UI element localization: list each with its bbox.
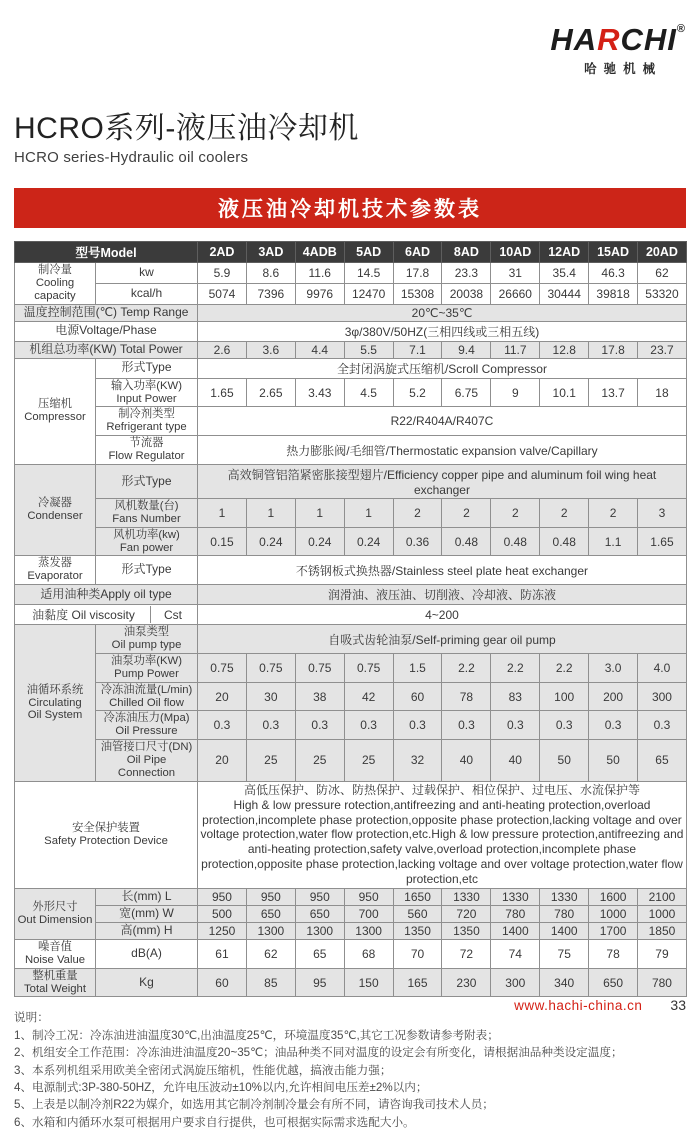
- value-cell: 0.3: [638, 711, 687, 740]
- row-sublabel-line: 节流器: [129, 437, 164, 450]
- safety-text-line: High & low pressure rotection,antifreezing and anti-heating protection,overload protection,incomplete phase protection,opposite phase protection,lacking voltage and over voltage protection,water flow protection,etc.High & low pressure protection,antifreezing and anti-heating protection,safety valve,overload protection,incomplete phase protection,opposite phase protection,lacking voltage and over voltage protection,water flow protection,etc: [200, 797, 684, 886]
- span-value-cell: 自吸式齿轮油泵/Self-priming gear oil pump: [198, 625, 687, 654]
- row-sublabel: [96, 378, 198, 407]
- value-cell: 1350: [393, 922, 442, 939]
- value-cell: 1250: [198, 922, 247, 939]
- value-cell: 20: [198, 682, 247, 711]
- row-sublabel-line: Kg: [139, 974, 154, 989]
- value-cell: 500: [198, 905, 247, 922]
- value-cell: 100: [540, 682, 589, 711]
- value-cell: 150: [344, 968, 393, 997]
- value-cell: 23.3: [442, 263, 491, 284]
- value-cell: 950: [344, 888, 393, 905]
- row-label-wide: [15, 321, 198, 341]
- row-sublabel-line: 宽(mm) W: [119, 906, 174, 921]
- value-cell: 74: [491, 939, 540, 968]
- value-cell: 650: [295, 905, 344, 922]
- value-cell: 60: [198, 968, 247, 997]
- header-bar: [14, 0, 686, 86]
- row-sublabel: [96, 740, 198, 782]
- row-sublabel: [96, 358, 198, 378]
- row-sublabel-line: Chilled Oil flow: [109, 696, 184, 709]
- model-header-cell: 20AD: [638, 242, 687, 263]
- value-cell: 300: [491, 968, 540, 997]
- value-cell: 7.1: [393, 341, 442, 358]
- row-sublabel: [96, 682, 198, 711]
- value-cell: 1: [295, 498, 344, 527]
- row-sublabel-line: 长(mm) L: [121, 889, 172, 904]
- model-header-cell: 12AD: [540, 242, 589, 263]
- brand-logo-subtext: 哈驰机械: [584, 62, 663, 76]
- value-cell: 25: [295, 740, 344, 782]
- row-sublabel-line: Oil Pressure: [115, 725, 178, 738]
- value-cell: 2: [491, 498, 540, 527]
- value-cell: 2: [589, 498, 638, 527]
- value-cell: 78: [589, 939, 638, 968]
- value-cell: 70: [393, 939, 442, 968]
- note-item-1: 1、制冷工况：冷冻油进油温度30℃,出油温度25℃，环境温度35℃,其它工况参数请参考附表；: [14, 1028, 499, 1042]
- value-cell: 30444: [540, 283, 589, 304]
- value-cell: 950: [295, 888, 344, 905]
- value-cell: 1600: [589, 888, 638, 905]
- value-cell: 40: [442, 740, 491, 782]
- value-cell: 0.75: [198, 653, 247, 682]
- value-cell: 5.2: [393, 378, 442, 407]
- value-cell: 50: [589, 740, 638, 782]
- row-sublabel: [96, 711, 198, 740]
- safety-text-line: 高低压保护、防冰、防热保护、过载保护、相位保护、过电压、水流保护等: [243, 782, 640, 797]
- value-cell: 18: [638, 378, 687, 407]
- model-header-label: 型号Model: [15, 242, 198, 263]
- value-cell: 5074: [198, 283, 247, 304]
- value-cell: 72: [442, 939, 491, 968]
- span-value-cell: 3φ/380V/50HZ(三相四线或三相五线): [198, 321, 687, 341]
- page-footer: [514, 997, 686, 1013]
- row-sublabel-line: Pump Power: [114, 667, 179, 680]
- row-label-wide: [15, 585, 198, 605]
- value-cell: 62: [246, 939, 295, 968]
- value-cell: 0.75: [246, 653, 295, 682]
- value-cell: 0.24: [344, 527, 393, 556]
- value-cell: 20038: [442, 283, 491, 304]
- row-group-label: [15, 939, 96, 968]
- value-cell: 650: [589, 968, 638, 997]
- note-item-2: 2、机组安全工作范围：冷冻油进油温度20~35℃；油品种类不同对温度的设定会有所变化，请根据油品种类设定温度；: [14, 1046, 623, 1060]
- value-cell: 0.15: [198, 527, 247, 556]
- value-cell: 85: [246, 968, 295, 997]
- value-cell: 23.7: [638, 341, 687, 358]
- logo-part1: HA: [550, 22, 598, 57]
- value-cell: 780: [638, 968, 687, 997]
- value-cell: 65: [638, 740, 687, 782]
- row-sublabel: [96, 653, 198, 682]
- row-sublabel-line: 油泵功率(KW): [111, 654, 182, 667]
- value-cell: 2: [540, 498, 589, 527]
- value-cell: 95: [295, 968, 344, 997]
- value-cell: 0.3: [442, 711, 491, 740]
- page-title-cn: HCRO系列-液压油冷却机: [14, 112, 359, 145]
- row-sublabel-line: 油管接口尺寸(DN): [100, 741, 193, 754]
- brand-logo-text: [550, 24, 686, 55]
- row-sublabel-line: kcal/h: [130, 285, 163, 300]
- value-cell: 1.65: [198, 378, 247, 407]
- registered-mark-icon: ®: [676, 23, 686, 35]
- row-sublabel-line: 冷冻油压力(Mpa): [103, 712, 190, 725]
- value-cell: 5.9: [198, 263, 247, 284]
- row-sublabel-line: 形式Type: [121, 562, 172, 577]
- value-cell: 1.5: [393, 653, 442, 682]
- row-sublabel-line: Input Power: [116, 392, 177, 405]
- value-cell: 1650: [393, 888, 442, 905]
- value-cell: 1330: [540, 888, 589, 905]
- value-cell: 60: [393, 682, 442, 711]
- row-group-label-line: 压缩机: [38, 398, 72, 411]
- note-item-5: 5、上表是以制冷剂R22为媒介，如选用其它制冷剂制冷量会有所不同，请咨询我司技术人员；: [14, 1098, 494, 1112]
- brand-logo: [550, 24, 686, 86]
- value-cell: 230: [442, 968, 491, 997]
- span-value-cell: 20℃~35℃: [198, 304, 687, 321]
- value-cell: 17.8: [393, 263, 442, 284]
- row-sublabel: [96, 527, 198, 556]
- row-group-label-line: 蒸发器: [38, 557, 72, 570]
- value-cell: 2: [393, 498, 442, 527]
- value-cell: 0.24: [246, 527, 295, 556]
- row-label-wide-line: Safety Protection Device: [44, 834, 168, 847]
- value-cell: 1: [246, 498, 295, 527]
- value-cell: 4.4: [295, 341, 344, 358]
- row-label-wide-line: 安全保护装置: [72, 821, 140, 834]
- row-sublabel: [96, 968, 198, 997]
- span-value-cell: 润滑油、液压油、切削液、冷却液、防冻液: [198, 585, 687, 605]
- row-sublabel-line: 风机功率(kw): [113, 528, 180, 541]
- value-cell: 3.6: [246, 341, 295, 358]
- value-cell: 0.24: [295, 527, 344, 556]
- value-cell: 1400: [491, 922, 540, 939]
- value-cell: 8.6: [246, 263, 295, 284]
- row-sublabel: [96, 407, 198, 436]
- value-cell: 15308: [393, 283, 442, 304]
- value-cell: 0.3: [295, 711, 344, 740]
- value-cell: 5.5: [344, 341, 393, 358]
- row-group-label-line: Evaporator: [27, 570, 83, 583]
- note-item-6: 6、水箱和内循环水泵可根据用户要求自行提供，也可根据实际需求选配大小。: [14, 1115, 415, 1129]
- row-sublabel: [96, 464, 198, 498]
- row-group-label-line: Total Weight: [24, 982, 86, 995]
- value-cell: 950: [198, 888, 247, 905]
- value-cell: 2.2: [442, 653, 491, 682]
- model-header-cell: 4ADB: [295, 242, 344, 263]
- value-cell: 2.6: [198, 341, 247, 358]
- row-label-split: [15, 605, 198, 625]
- value-cell: 0.75: [295, 653, 344, 682]
- span-value-cell: 高效铜管铝箔紧密胀接型翅片/Efficiency copper pipe and aluminum foil wing heat exchanger: [198, 464, 687, 498]
- span-value-cell: 不锈钢板式换热器/Stainless steel plate heat exchanger: [198, 556, 687, 585]
- row-label-split-wrap: [17, 606, 195, 623]
- model-header-cell: 3AD: [246, 242, 295, 263]
- row-sublabel-line: 风机数量(台): [114, 499, 179, 512]
- row-sublabel-line: Oil pump type: [111, 639, 182, 651]
- model-header-cell: 6AD: [393, 242, 442, 263]
- row-group-label: [15, 888, 96, 939]
- row-group-label-line: 噪音值: [38, 940, 72, 953]
- row-group-label-line: Out Dimension: [17, 913, 93, 926]
- value-cell: 0.3: [491, 711, 540, 740]
- value-cell: 6.75: [442, 378, 491, 407]
- row-sublabel-line: Fan power: [119, 541, 174, 554]
- value-cell: 9: [491, 378, 540, 407]
- value-cell: 20: [198, 740, 247, 782]
- value-cell: 7396: [246, 283, 295, 304]
- row-group-label-line: Noise Value: [24, 953, 86, 966]
- value-cell: 1000: [589, 905, 638, 922]
- row-sublabel-line: Fans Number: [112, 512, 181, 525]
- row-sublabel-line: Flow Regulator: [108, 450, 185, 462]
- value-cell: 53320: [638, 283, 687, 304]
- website-url: www.hachi-china.cn: [514, 998, 643, 1013]
- row-label-wide-line: 电源Voltage/Phase: [55, 323, 157, 338]
- value-cell: 1350: [442, 922, 491, 939]
- value-cell: 2: [442, 498, 491, 527]
- value-cell: 42: [344, 682, 393, 711]
- row-group-label-line: Compressor: [24, 411, 86, 424]
- row-sublabel: [96, 283, 198, 304]
- value-cell: 75: [540, 939, 589, 968]
- value-cell: 0.3: [344, 711, 393, 740]
- value-cell: 700: [344, 905, 393, 922]
- row-label-wide: [15, 781, 198, 888]
- notes-title: 说明：: [14, 1011, 49, 1025]
- row-sublabel-line: 冷冻油流量(L/min): [100, 683, 193, 696]
- row-label-wide-line: 温度控制范围(℃) Temp Range: [23, 304, 189, 319]
- row-group-label: [15, 625, 96, 782]
- row-group-label: [15, 968, 96, 997]
- value-cell: 62: [638, 263, 687, 284]
- row-group-label-line: 外形尺寸: [32, 901, 78, 913]
- row-sublabel-line: 制冷剂类型: [118, 408, 175, 421]
- value-cell: 14.5: [344, 263, 393, 284]
- value-cell: 26660: [491, 283, 540, 304]
- value-cell: 9976: [295, 283, 344, 304]
- row-group-label-line: Condenser: [27, 510, 83, 523]
- value-cell: 0.3: [246, 711, 295, 740]
- row-group-label-line: 油循环系统: [26, 683, 84, 696]
- value-cell: 560: [393, 905, 442, 922]
- value-cell: 83: [491, 682, 540, 711]
- value-cell: 0.48: [491, 527, 540, 556]
- logo-part2: R: [597, 22, 621, 57]
- value-cell: 3.0: [589, 653, 638, 682]
- value-cell: 46.3: [589, 263, 638, 284]
- row-label-wide: [15, 304, 198, 321]
- value-cell: 340: [540, 968, 589, 997]
- value-cell: 200: [589, 682, 638, 711]
- value-cell: 1850: [638, 922, 687, 939]
- value-cell: 32: [393, 740, 442, 782]
- row-group-label-line: 制冷量: [38, 264, 72, 276]
- value-cell: 1330: [491, 888, 540, 905]
- page-number: 33: [670, 997, 686, 1013]
- value-cell: 0.48: [442, 527, 491, 556]
- value-cell: 40: [491, 740, 540, 782]
- value-cell: 31: [491, 263, 540, 284]
- value-cell: 1: [344, 498, 393, 527]
- row-group-label: [15, 263, 96, 305]
- row-sublabel: [96, 625, 198, 654]
- value-cell: 38: [295, 682, 344, 711]
- safety-text: [198, 781, 687, 888]
- spec-table: [14, 241, 687, 997]
- page-title-en: HCRO series-Hydraulic oil coolers: [14, 149, 249, 166]
- span-value-cell: 热力膨胀阀/毛细管/Thermostatic expansion valve/Capillary: [198, 436, 687, 465]
- value-cell: 650: [246, 905, 295, 922]
- note-item-3: 3、本系列机组采用欧美全密闭式涡旋压缩机，性能优越，搞液击能力强；: [14, 1063, 392, 1077]
- value-cell: 11.6: [295, 263, 344, 284]
- row-group-label-line: Cooling capacity: [34, 276, 76, 302]
- row-sublabel: [96, 939, 198, 968]
- row-sublabel-line: Refrigerant type: [106, 421, 187, 434]
- span-value-cell: 4~200: [198, 605, 687, 625]
- row-sublabel: [96, 905, 198, 922]
- value-cell: 2100: [638, 888, 687, 905]
- value-cell: 2.2: [491, 653, 540, 682]
- value-cell: 780: [491, 905, 540, 922]
- value-cell: 0.48: [540, 527, 589, 556]
- row-unit-cell: Cst: [150, 606, 195, 623]
- row-sublabel: [96, 436, 198, 465]
- row-label-wide: [15, 341, 198, 358]
- value-cell: 1000: [638, 905, 687, 922]
- model-header-cell: 8AD: [442, 242, 491, 263]
- model-header-cell: 15AD: [589, 242, 638, 263]
- value-cell: 65: [295, 939, 344, 968]
- value-cell: 0.3: [589, 711, 638, 740]
- value-cell: 1.65: [638, 527, 687, 556]
- model-header-cell: 2AD: [198, 242, 247, 263]
- value-cell: 61: [198, 939, 247, 968]
- value-cell: 50: [540, 740, 589, 782]
- value-cell: 1330: [442, 888, 491, 905]
- value-cell: 2.2: [540, 653, 589, 682]
- span-value-cell: R22/R404A/R407C: [198, 407, 687, 436]
- value-cell: 68: [344, 939, 393, 968]
- value-cell: 0.3: [198, 711, 247, 740]
- value-cell: 0.75: [344, 653, 393, 682]
- row-group-label: [15, 358, 96, 464]
- row-sublabel: [96, 556, 198, 585]
- value-cell: 79: [638, 939, 687, 968]
- value-cell: 9.4: [442, 341, 491, 358]
- row-group-label-line: Circulating: [28, 696, 82, 709]
- value-cell: 12.8: [540, 341, 589, 358]
- row-sublabel-line: 高(mm) H: [120, 923, 173, 938]
- value-cell: 17.8: [589, 341, 638, 358]
- notes-section: [14, 1009, 686, 1131]
- model-header-cell: 5AD: [344, 242, 393, 263]
- value-cell: 4.0: [638, 653, 687, 682]
- value-cell: 3.43: [295, 378, 344, 407]
- value-cell: 720: [442, 905, 491, 922]
- row-group-label-line: Oil System: [27, 709, 83, 722]
- value-cell: 4.5: [344, 378, 393, 407]
- value-cell: 25: [246, 740, 295, 782]
- row-label-wide-line: 适用油种类Apply oil type: [40, 586, 172, 601]
- row-sublabel-line: kw: [139, 265, 154, 280]
- row-group-label-line: 整机重量: [32, 969, 78, 982]
- value-cell: 1700: [589, 922, 638, 939]
- value-cell: 300: [638, 682, 687, 711]
- value-cell: 10.1: [540, 378, 589, 407]
- row-sublabel-line: 输入功率(KW): [111, 379, 182, 392]
- value-cell: 0.36: [393, 527, 442, 556]
- value-cell: 35.4: [540, 263, 589, 284]
- section-banner: 液压油冷却机技术参数表: [14, 188, 686, 228]
- value-cell: 3: [638, 498, 687, 527]
- value-cell: 780: [540, 905, 589, 922]
- value-cell: 12470: [344, 283, 393, 304]
- value-cell: 1400: [540, 922, 589, 939]
- row-sublabel: [96, 263, 198, 284]
- value-cell: 78: [442, 682, 491, 711]
- row-sublabel: [96, 498, 198, 527]
- value-cell: 2.65: [246, 378, 295, 407]
- value-cell: 30: [246, 682, 295, 711]
- row-sublabel-line: 形式Type: [121, 360, 172, 375]
- value-cell: 950: [246, 888, 295, 905]
- note-item-4: 4、电源制式:3P-380-50HZ，允许电压波动±10%以内,允许相间电压差±2%以内；: [14, 1080, 428, 1094]
- value-cell: 1.1: [589, 527, 638, 556]
- value-cell: 39818: [589, 283, 638, 304]
- value-cell: 0.3: [540, 711, 589, 740]
- value-cell: 25: [344, 740, 393, 782]
- span-value-cell: 全封闭涡旋式压缩机/Scroll Compressor: [198, 358, 687, 378]
- row-sublabel: [96, 888, 198, 905]
- row-group-label-line: 冷凝器: [38, 497, 72, 510]
- value-cell: 1300: [295, 922, 344, 939]
- row-label-wide-line: 机组总功率(KW) Total Power: [29, 341, 183, 356]
- value-cell: 1: [198, 498, 247, 527]
- row-sublabel-line: 油泵类型: [123, 626, 170, 639]
- model-header-cell: 10AD: [491, 242, 540, 263]
- value-cell: 13.7: [589, 378, 638, 407]
- logo-part3: CHI: [620, 22, 677, 57]
- value-cell: 1300: [344, 922, 393, 939]
- row-sublabel-line: dB(A): [131, 945, 162, 960]
- row-sublabel-line: 形式Type: [121, 473, 172, 488]
- value-cell: 0.3: [393, 711, 442, 740]
- row-group-label: [15, 464, 96, 556]
- row-sublabel: [96, 922, 198, 939]
- row-group-label: [15, 556, 96, 585]
- row-label-split-left: 油黏度 Oil viscosity: [32, 608, 135, 623]
- value-cell: 165: [393, 968, 442, 997]
- row-sublabel-line: Oil Pipe Connection: [117, 754, 176, 779]
- value-cell: 1300: [246, 922, 295, 939]
- value-cell: 11.7: [491, 341, 540, 358]
